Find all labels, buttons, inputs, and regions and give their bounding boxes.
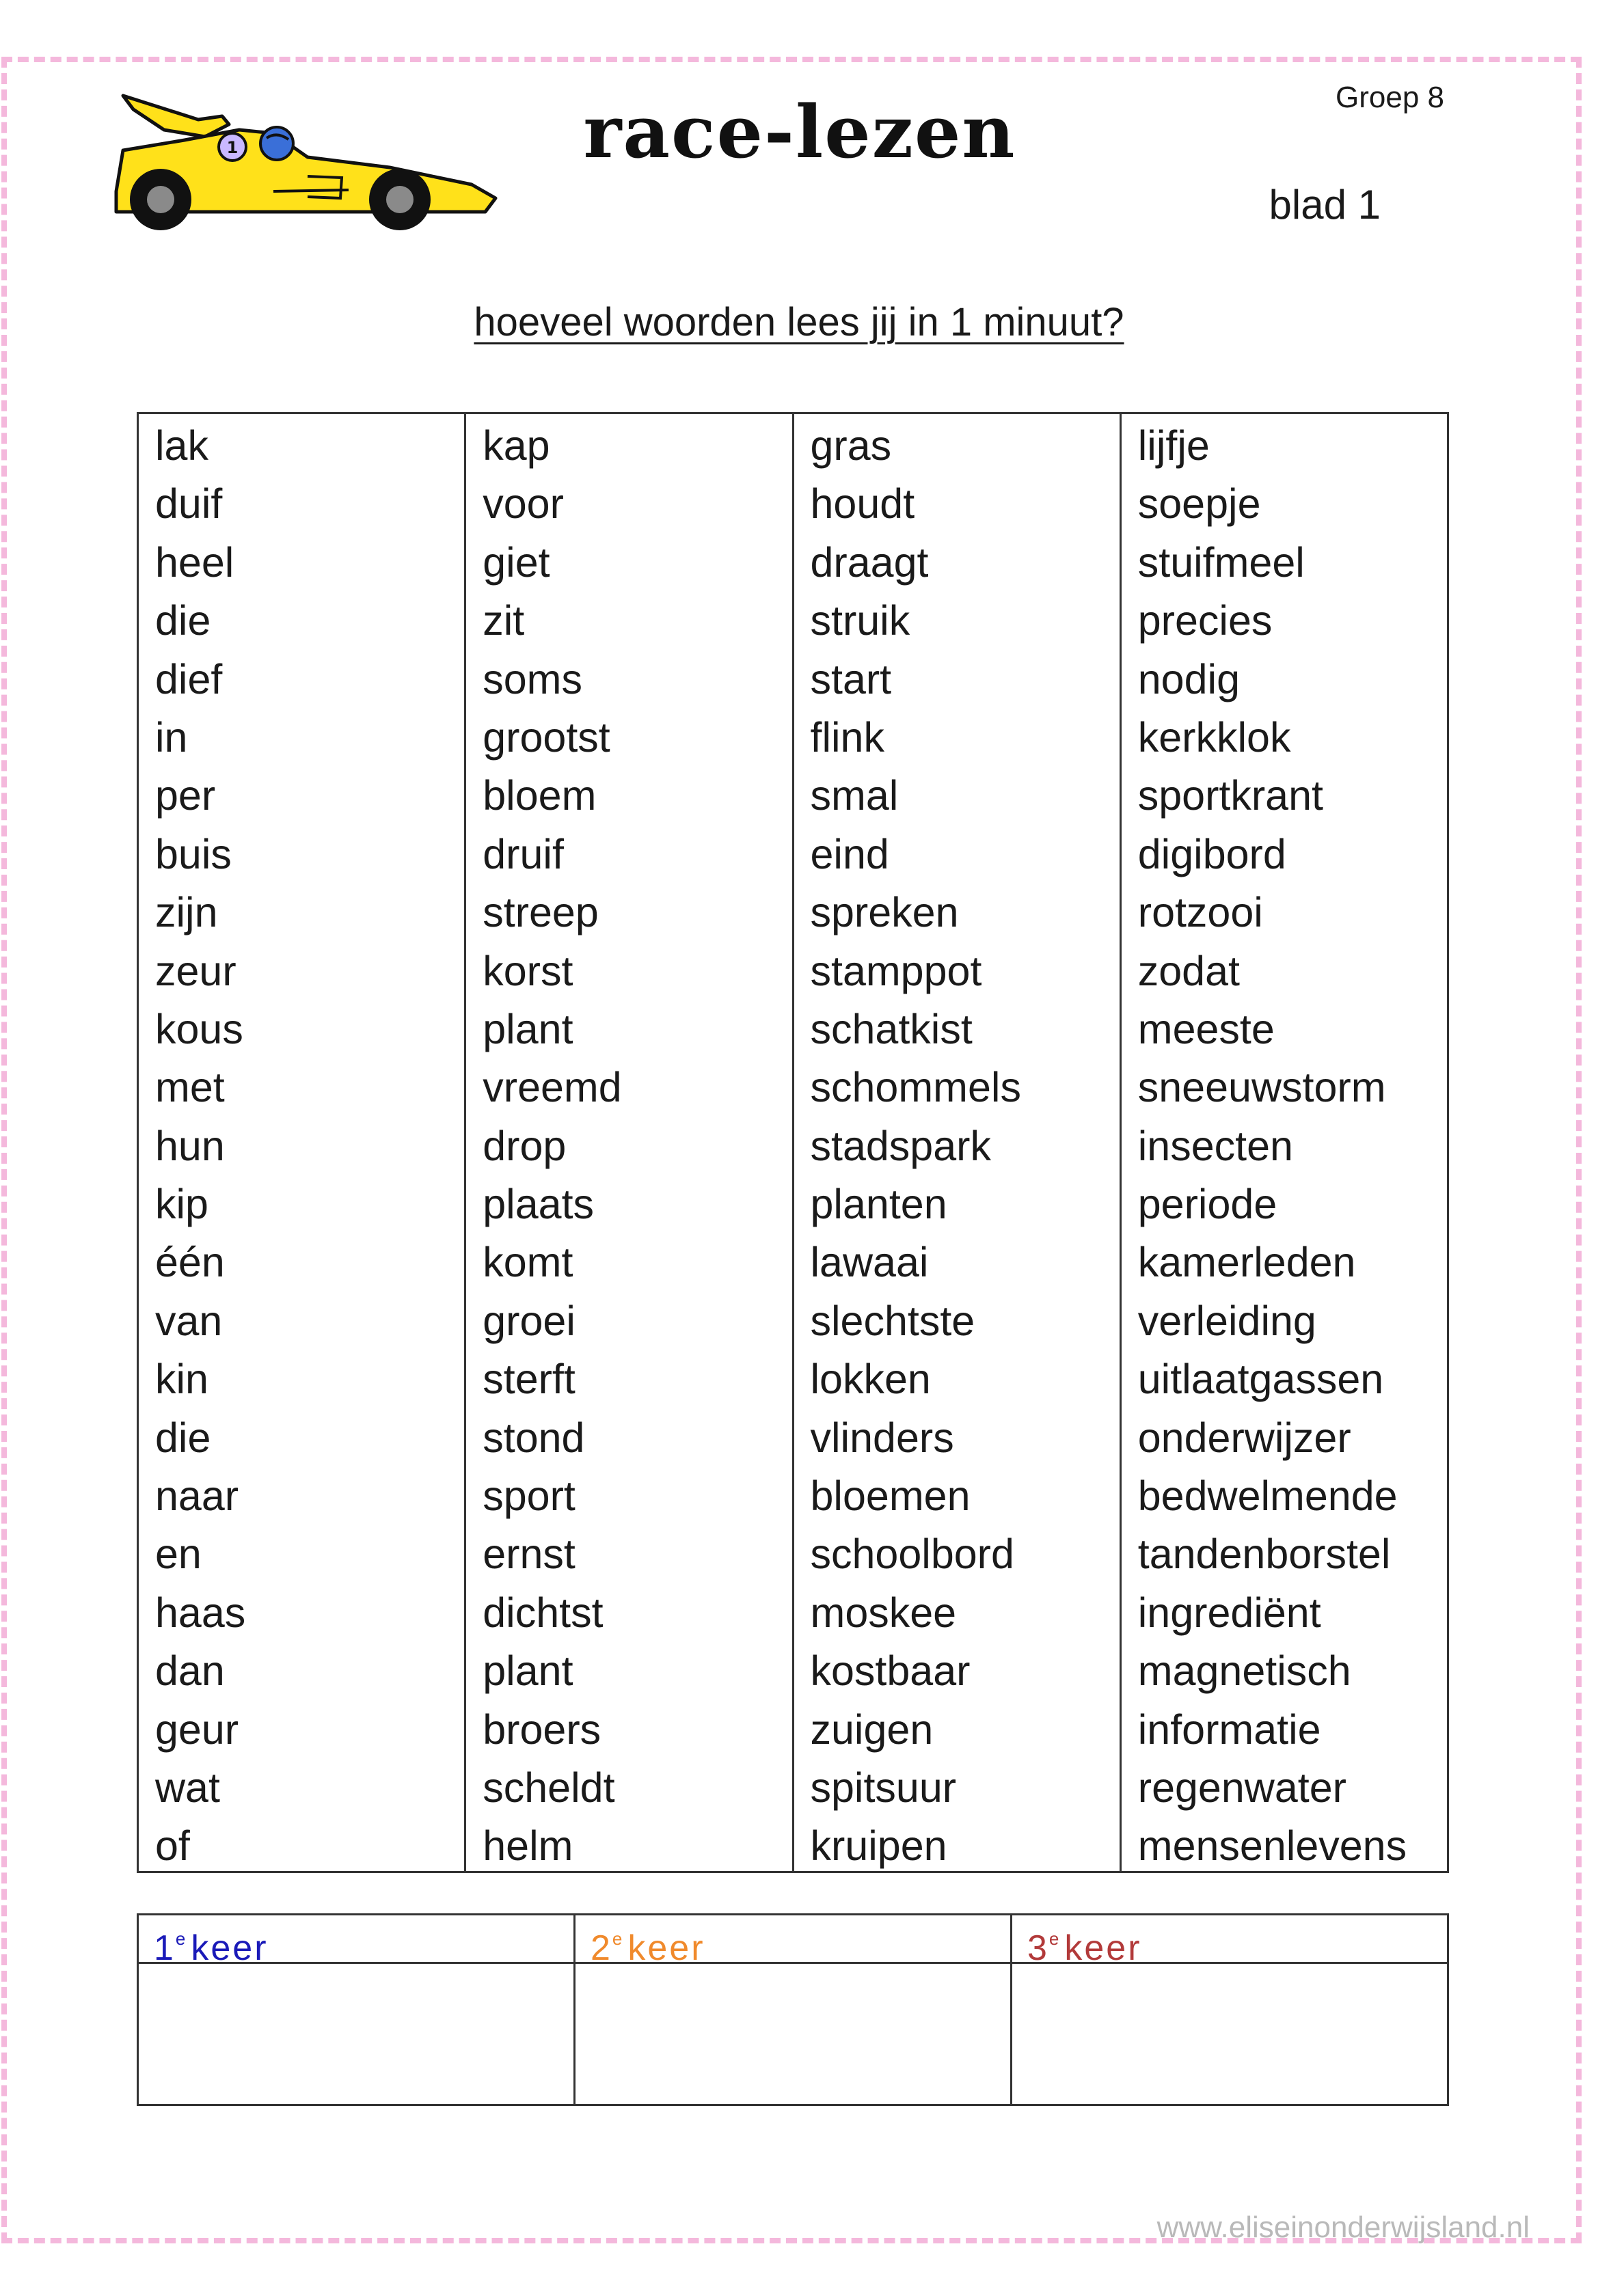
word-column	[794, 414, 1122, 1871]
word-item: duif	[155, 480, 223, 528]
word-item: druif	[483, 830, 564, 877]
word-item: vlinders	[810, 1414, 954, 1461]
word-item: kruipen	[810, 1822, 947, 1870]
word-item: ingrediënt	[1137, 1589, 1321, 1636]
word-item: schatkist	[810, 1005, 973, 1052]
word-item: periode	[1137, 1181, 1277, 1228]
word-item: dichtst	[483, 1589, 604, 1636]
word-item: voor	[483, 480, 564, 528]
word-item: ernst	[483, 1531, 575, 1578]
word-item: insecten	[1137, 1122, 1293, 1169]
word-item: sport	[483, 1473, 575, 1520]
score-column	[139, 1915, 575, 2104]
word-item: stamppot	[810, 947, 982, 994]
instruction-subtitle: hoeveel woorden lees jij in 1 minuut?	[474, 300, 1124, 344]
word-item: korst	[483, 947, 573, 994]
word-item: die	[155, 1414, 211, 1461]
word-item: magnetisch	[1137, 1648, 1351, 1695]
word-item: dief	[155, 655, 223, 702]
word-item: die	[155, 597, 211, 644]
word-item: zodat	[1137, 947, 1240, 994]
word-item: uitlaatgassen	[1137, 1356, 1384, 1403]
word-item: soms	[483, 655, 582, 702]
word-item: sterft	[483, 1356, 575, 1403]
word-item: kous	[155, 1005, 243, 1052]
word-item: schoolbord	[810, 1531, 1014, 1578]
word-item: lokken	[810, 1356, 931, 1403]
word-item: kostbaar	[810, 1648, 971, 1695]
word-item: houdt	[810, 480, 915, 528]
word-item: soepje	[1137, 480, 1261, 528]
word-item: plant	[483, 1648, 573, 1695]
word-item: start	[810, 655, 892, 702]
word-item: één	[155, 1239, 225, 1286]
word-item: verleiding	[1137, 1297, 1316, 1344]
word-column	[466, 414, 794, 1871]
word-item: rotzooi	[1137, 889, 1263, 936]
word-item: giet	[483, 538, 550, 586]
word-item: zuigen	[810, 1706, 934, 1753]
word-column	[1122, 414, 1447, 1871]
word-item: helm	[483, 1822, 573, 1870]
website-footer: www.eliseinonderwijsland.nl	[1156, 2211, 1530, 2244]
word-item: haas	[155, 1589, 246, 1636]
word-item: lijfje	[1137, 422, 1210, 469]
race-car-icon	[103, 82, 506, 232]
word-item: groei	[483, 1297, 575, 1344]
sheet-label: blad 1	[1269, 182, 1381, 228]
group-label: Groep 8	[1336, 81, 1444, 114]
word-item: streep	[483, 889, 599, 936]
word-item: stond	[483, 1414, 585, 1461]
word-item: flink	[810, 713, 884, 761]
word-item: stuifmeel	[1137, 538, 1305, 586]
word-item: tandenborstel	[1137, 1531, 1391, 1578]
word-item: zijn	[155, 889, 218, 936]
word-item: draagt	[810, 538, 929, 586]
word-item: kap	[483, 422, 550, 469]
word-item: geur	[155, 1706, 239, 1753]
word-item: informatie	[1137, 1706, 1321, 1753]
word-item: van	[155, 1297, 223, 1344]
word-item: plaats	[483, 1181, 595, 1228]
score-table	[137, 1913, 1449, 2106]
word-item: kerkklok	[1137, 713, 1291, 761]
car-number: 1	[226, 138, 239, 157]
word-item: hun	[155, 1122, 225, 1169]
word-item: bloemen	[810, 1473, 971, 1520]
word-item: plant	[483, 1005, 573, 1052]
word-item: met	[155, 1064, 225, 1111]
word-item: of	[155, 1822, 190, 1870]
word-item: buis	[155, 830, 232, 877]
word-item: slechtste	[810, 1297, 975, 1344]
attempt-header: 1e keer	[139, 1915, 573, 1964]
word-item: lak	[155, 422, 208, 469]
word-item: vreemd	[483, 1064, 622, 1111]
word-item: meeste	[1137, 1005, 1275, 1052]
word-item: en	[155, 1531, 202, 1578]
word-item: digibord	[1137, 830, 1286, 877]
word-item: komt	[483, 1239, 573, 1286]
word-table	[137, 412, 1449, 1873]
word-item: zit	[483, 597, 525, 644]
attempt-header: 3e keer	[1012, 1915, 1447, 1964]
word-item: heel	[155, 538, 234, 586]
word-item: dan	[155, 1648, 225, 1695]
attempt-score-cell[interactable]	[139, 1964, 573, 2104]
word-item: kamerleden	[1137, 1239, 1356, 1286]
word-item: struik	[810, 597, 910, 644]
word-item: kip	[155, 1181, 208, 1228]
word-item: sneeuwstorm	[1137, 1064, 1386, 1111]
word-item: sportkrant	[1137, 772, 1323, 819]
word-item: lawaai	[810, 1239, 929, 1286]
word-item: smal	[810, 772, 899, 819]
word-item: mensenlevens	[1137, 1822, 1407, 1870]
page-title: race-lezen	[583, 89, 1016, 174]
word-item: zeur	[155, 947, 236, 994]
word-item: moskee	[810, 1589, 957, 1636]
word-item: precies	[1137, 597, 1273, 644]
attempt-header: 2e keer	[575, 1915, 1010, 1964]
word-item: in	[155, 713, 188, 761]
score-column	[575, 1915, 1012, 2104]
word-item: nodig	[1137, 655, 1241, 702]
word-item: regenwater	[1137, 1764, 1346, 1811]
word-item: broers	[483, 1706, 601, 1753]
score-column	[1012, 1915, 1447, 2104]
word-item: wat	[155, 1764, 220, 1811]
word-item: eind	[810, 830, 889, 877]
word-item: stadspark	[810, 1122, 991, 1169]
word-item: gras	[810, 422, 892, 469]
word-column	[139, 414, 466, 1871]
word-item: scheldt	[483, 1764, 615, 1811]
word-item: planten	[810, 1181, 947, 1228]
word-item: onderwijzer	[1137, 1414, 1351, 1461]
word-item: per	[155, 772, 216, 819]
attempt-score-cell[interactable]	[575, 1964, 1010, 2104]
word-item: bloem	[483, 772, 597, 819]
word-item: grootst	[483, 713, 610, 761]
word-item: schommels	[810, 1064, 1021, 1111]
word-item: naar	[155, 1473, 239, 1520]
word-item: drop	[483, 1122, 567, 1169]
word-item: kin	[155, 1356, 208, 1403]
word-item: bedwelmende	[1137, 1473, 1398, 1520]
word-item: spreken	[810, 889, 959, 936]
word-item: spitsuur	[810, 1764, 957, 1811]
attempt-score-cell[interactable]	[1012, 1964, 1447, 2104]
